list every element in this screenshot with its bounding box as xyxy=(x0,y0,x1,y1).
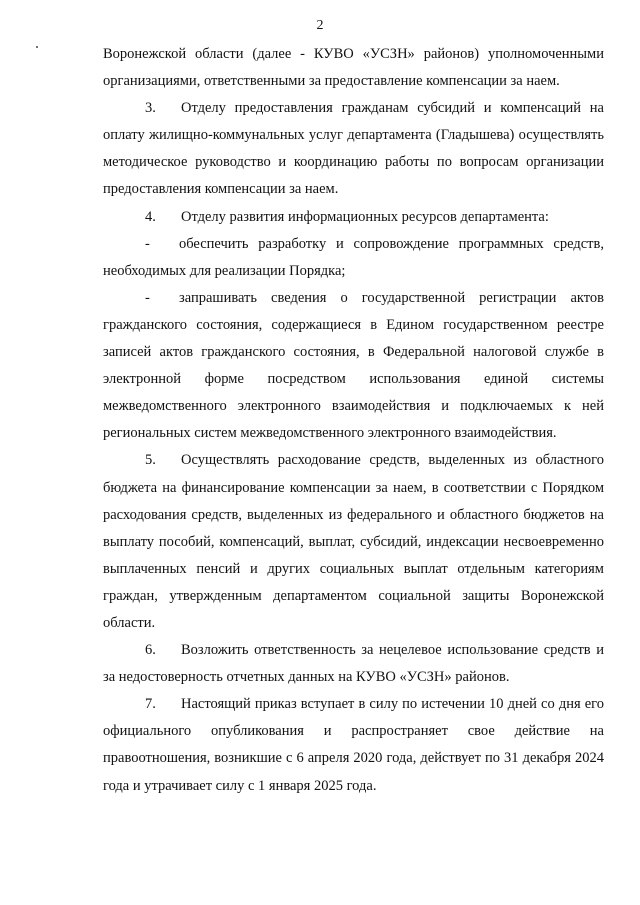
item-number: 7. xyxy=(145,696,156,713)
paragraph-text: Настоящий приказ вступает в силу по истечении 10 дней со дня его официального опубликования и распространяет свое действие на правоотношения, возникшие с 6 апреля 2020 года, действует по 31 декабря 2024 года и утрачивает силу с 1 января 2025 года. xyxy=(103,696,604,794)
item-number: 6. xyxy=(145,642,156,659)
page-number: 2 xyxy=(316,18,324,33)
paragraph-item-5 xyxy=(103,447,604,637)
paragraph-item-4 xyxy=(103,204,604,231)
paragraph-text: Возложить ответственность за нецелевое использование средств и за недостоверность отчетных данных на КУВО «УСЗН» районов. xyxy=(103,642,604,686)
document-body xyxy=(103,41,604,800)
paragraph-text: обеспечить разработку и сопровождение программных средств, необходимых для реализации Порядка; xyxy=(103,235,604,279)
dash-marker: - xyxy=(145,235,150,252)
paragraph-item-6 xyxy=(103,637,604,691)
item-number: 5. xyxy=(145,452,156,469)
scan-speck xyxy=(36,46,38,48)
paragraph-text: Отделу развития информационных ресурсов департамента: xyxy=(181,208,549,225)
item-number: 3. xyxy=(145,100,156,117)
paragraph-text: Осуществлять расходование средств, выделенных из областного бюджета на финансирование компенсации за наем, в соответствии с Порядком расходования средств, выделенных из федерального и областного бюджетов на выплату пособий, компенсаций, выплат, субсидий, индексации несвоевременно выплаченных пенсий и других социальных выплат отдельным категориям граждан, утвержденным департаментом социальной защиты Воронежской области. xyxy=(103,452,604,631)
paragraph-text: Отделу предоставления гражданам субсидий и компенсаций на оплату жилищно-коммунальных услуг департамента (Гладышева) осуществлять методическое руководство и координацию работы по вопросам организации предоставления компенсации за наем. xyxy=(103,100,604,198)
paragraph-text: запрашивать сведения о государственной регистрации актов гражданского состояния, содержащиеся в Едином государственном реестре записей актов гражданского состояния, в Федеральной налоговой службе в электронной форме посредством использования единой системы межведомственного электронного взаимодействия и подключаемых к ней региональных систем межведомственного электронного взаимодействия. xyxy=(103,289,604,442)
paragraph-item-7 xyxy=(103,691,604,799)
paragraph-continuation: Воронежской области (далее - КУВО «УСЗН» районов) уполномоченными организациями, ответственными за предоставление компенсации за наем. xyxy=(103,46,604,90)
dash-marker: - xyxy=(145,289,150,306)
item-number: 4. xyxy=(145,208,156,225)
paragraph-item-3 xyxy=(103,95,604,203)
list-item-dash xyxy=(103,285,604,448)
list-item-dash xyxy=(103,231,604,285)
